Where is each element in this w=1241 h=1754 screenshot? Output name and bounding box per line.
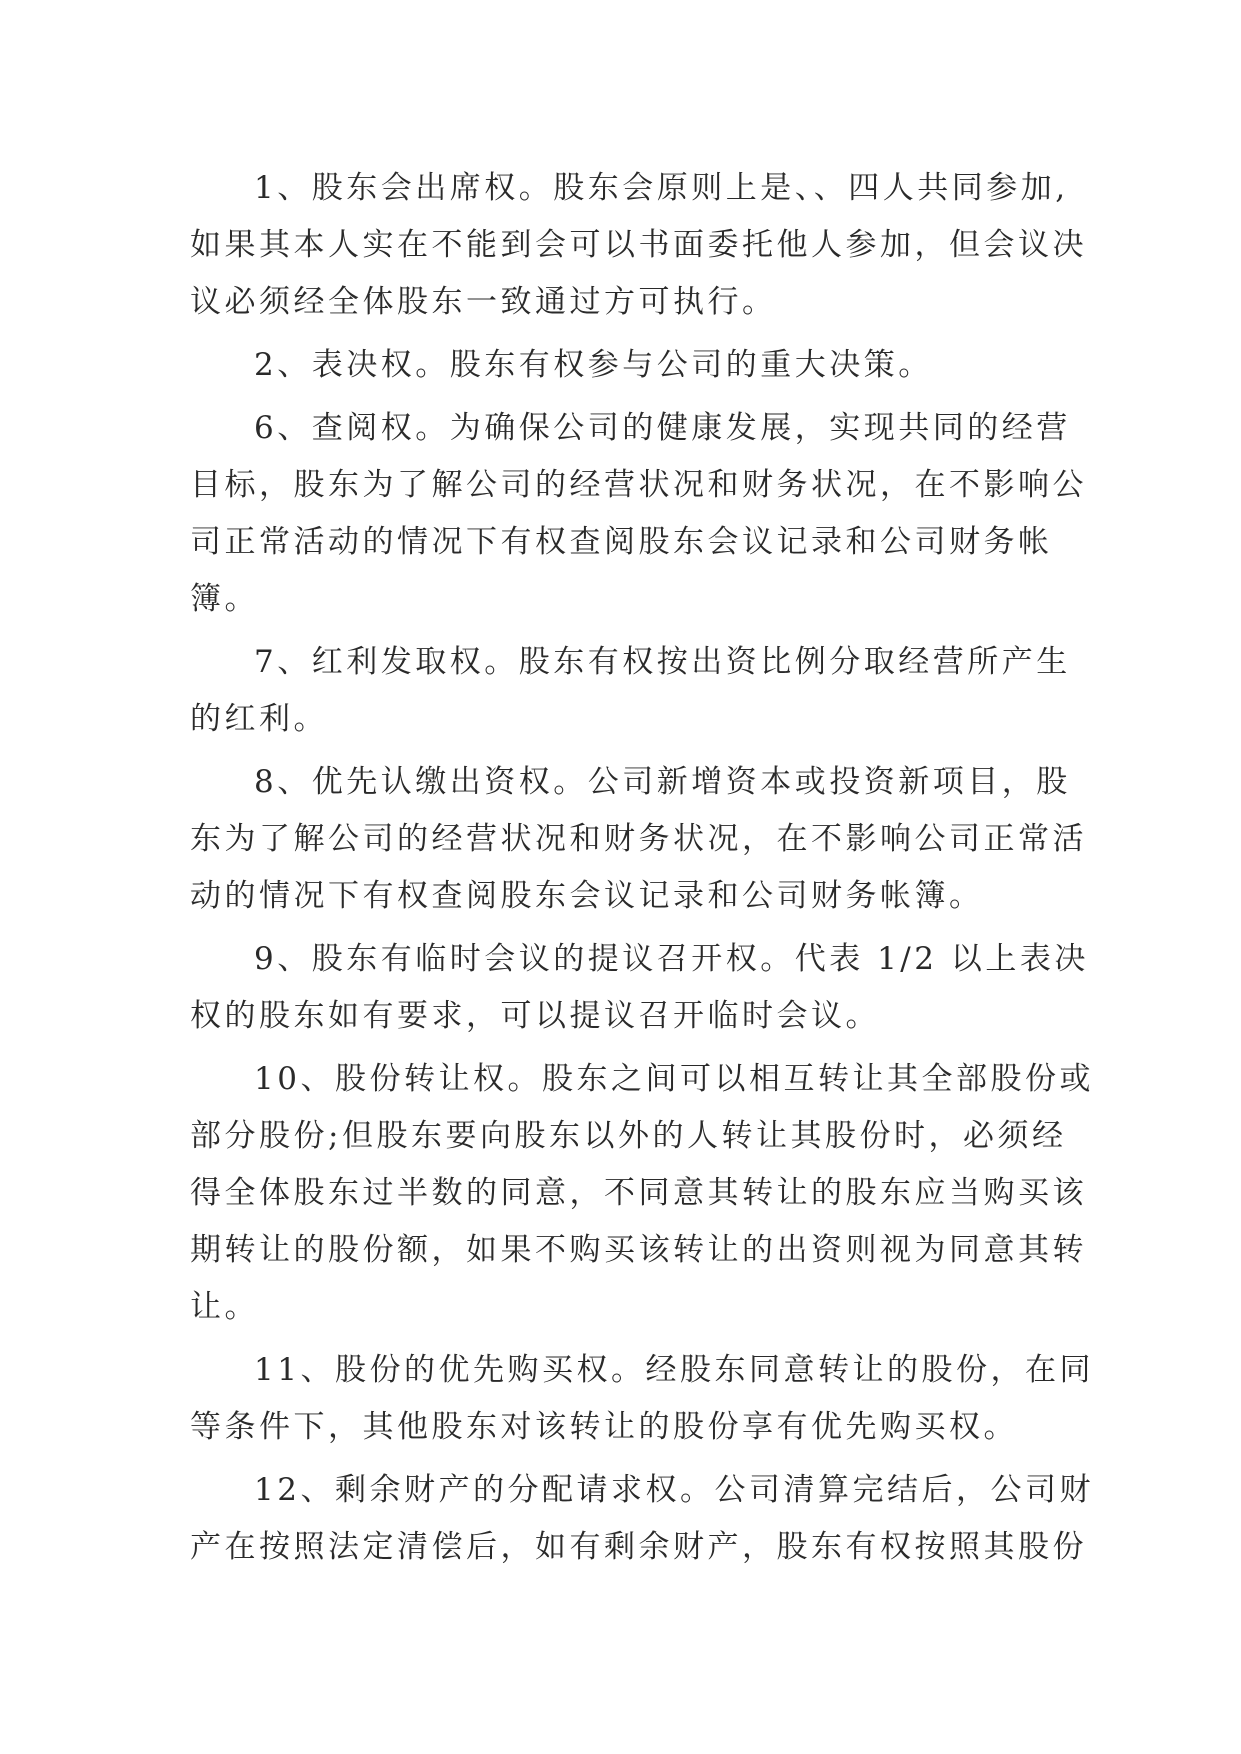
paragraph-8-preemptive-subscription-right: [190, 754, 1087, 925]
text-line: 簿。: [190, 581, 259, 617]
text-line: 10、股份转让权。股东之间可以相互转让其全部股份或: [254, 1061, 1094, 1097]
text-line: 议必须经全体股东一致通过方可执行。: [190, 284, 777, 320]
paragraph-11-preemptive-purchase-right: [190, 1342, 1094, 1456]
text-line: 司正常活动的情况下有权查阅股东会议记录和公司财务帐: [190, 524, 1053, 560]
document-body: [190, 160, 1094, 1582]
text-line: 东为了解公司的经营状况和财务状况，在不影响公司正常活: [190, 821, 1087, 857]
text-line: 6、查阅权。为确保公司的健康发展，实现共同的经营: [254, 410, 1071, 446]
text-line: 的红利。: [190, 701, 328, 737]
text-line: 12、剩余财产的分配请求权。公司清算完结后，公司财: [254, 1472, 1094, 1508]
text-line: 权的股东如有要求，可以提议召开临时会议。: [190, 998, 880, 1034]
text-line: 7、红利发取权。股东有权按出资比例分取经营所产生: [254, 644, 1071, 680]
paragraph-10-share-transfer-right: [190, 1051, 1094, 1336]
text-line: 11、股份的优先购买权。经股东同意转让的股份，在同: [254, 1352, 1094, 1388]
text-line: 部分股份;但股东要向股东以外的人转让其股份时，必须经: [190, 1118, 1067, 1154]
text-line: 等条件下，其他股东对该转让的股份享有优先购买权。: [190, 1409, 1018, 1445]
text-line: 如果其本人实在不能到会可以书面委托他人参加，但会议决: [190, 227, 1087, 263]
paragraph-12-residual-property-right: [190, 1462, 1094, 1576]
text-line: 9、股东有临时会议的提议召开权。代表 1/2 以上表决: [254, 941, 1089, 977]
paragraph-1-attendance-right: [190, 160, 1087, 331]
paragraph-9-extraordinary-meeting-right: [190, 931, 1089, 1045]
text-line: 产在按照法定清偿后，如有剩余财产，股东有权按照其股份: [190, 1529, 1087, 1565]
text-line: 得全体股东过半数的同意，不同意其转让的股东应当购买该: [190, 1175, 1087, 1211]
text-line: 8、优先认缴出资权。公司新增资本或投资新项目，股: [254, 764, 1071, 800]
text-line: 期转让的股份额，如果不购买该转让的出资则视为同意其转: [190, 1232, 1087, 1268]
paragraph-6-inspection-right: [190, 400, 1087, 628]
text-line: 让。: [190, 1289, 259, 1325]
text-line: 目标，股东为了解公司的经营状况和财务状况，在不影响公: [190, 467, 1087, 503]
paragraph-2-voting-right: [190, 337, 1070, 394]
text-line: 1、股东会出席权。股东会原则上是、、四人共同参加,: [254, 170, 1069, 206]
text-line: 动的情况下有权查阅股东会议记录和公司财务帐簿。: [190, 878, 984, 914]
text-line: 2、表决权。股东有权参与公司的重大决策。: [254, 347, 933, 383]
paragraph-7-dividend-right: [190, 634, 1070, 748]
